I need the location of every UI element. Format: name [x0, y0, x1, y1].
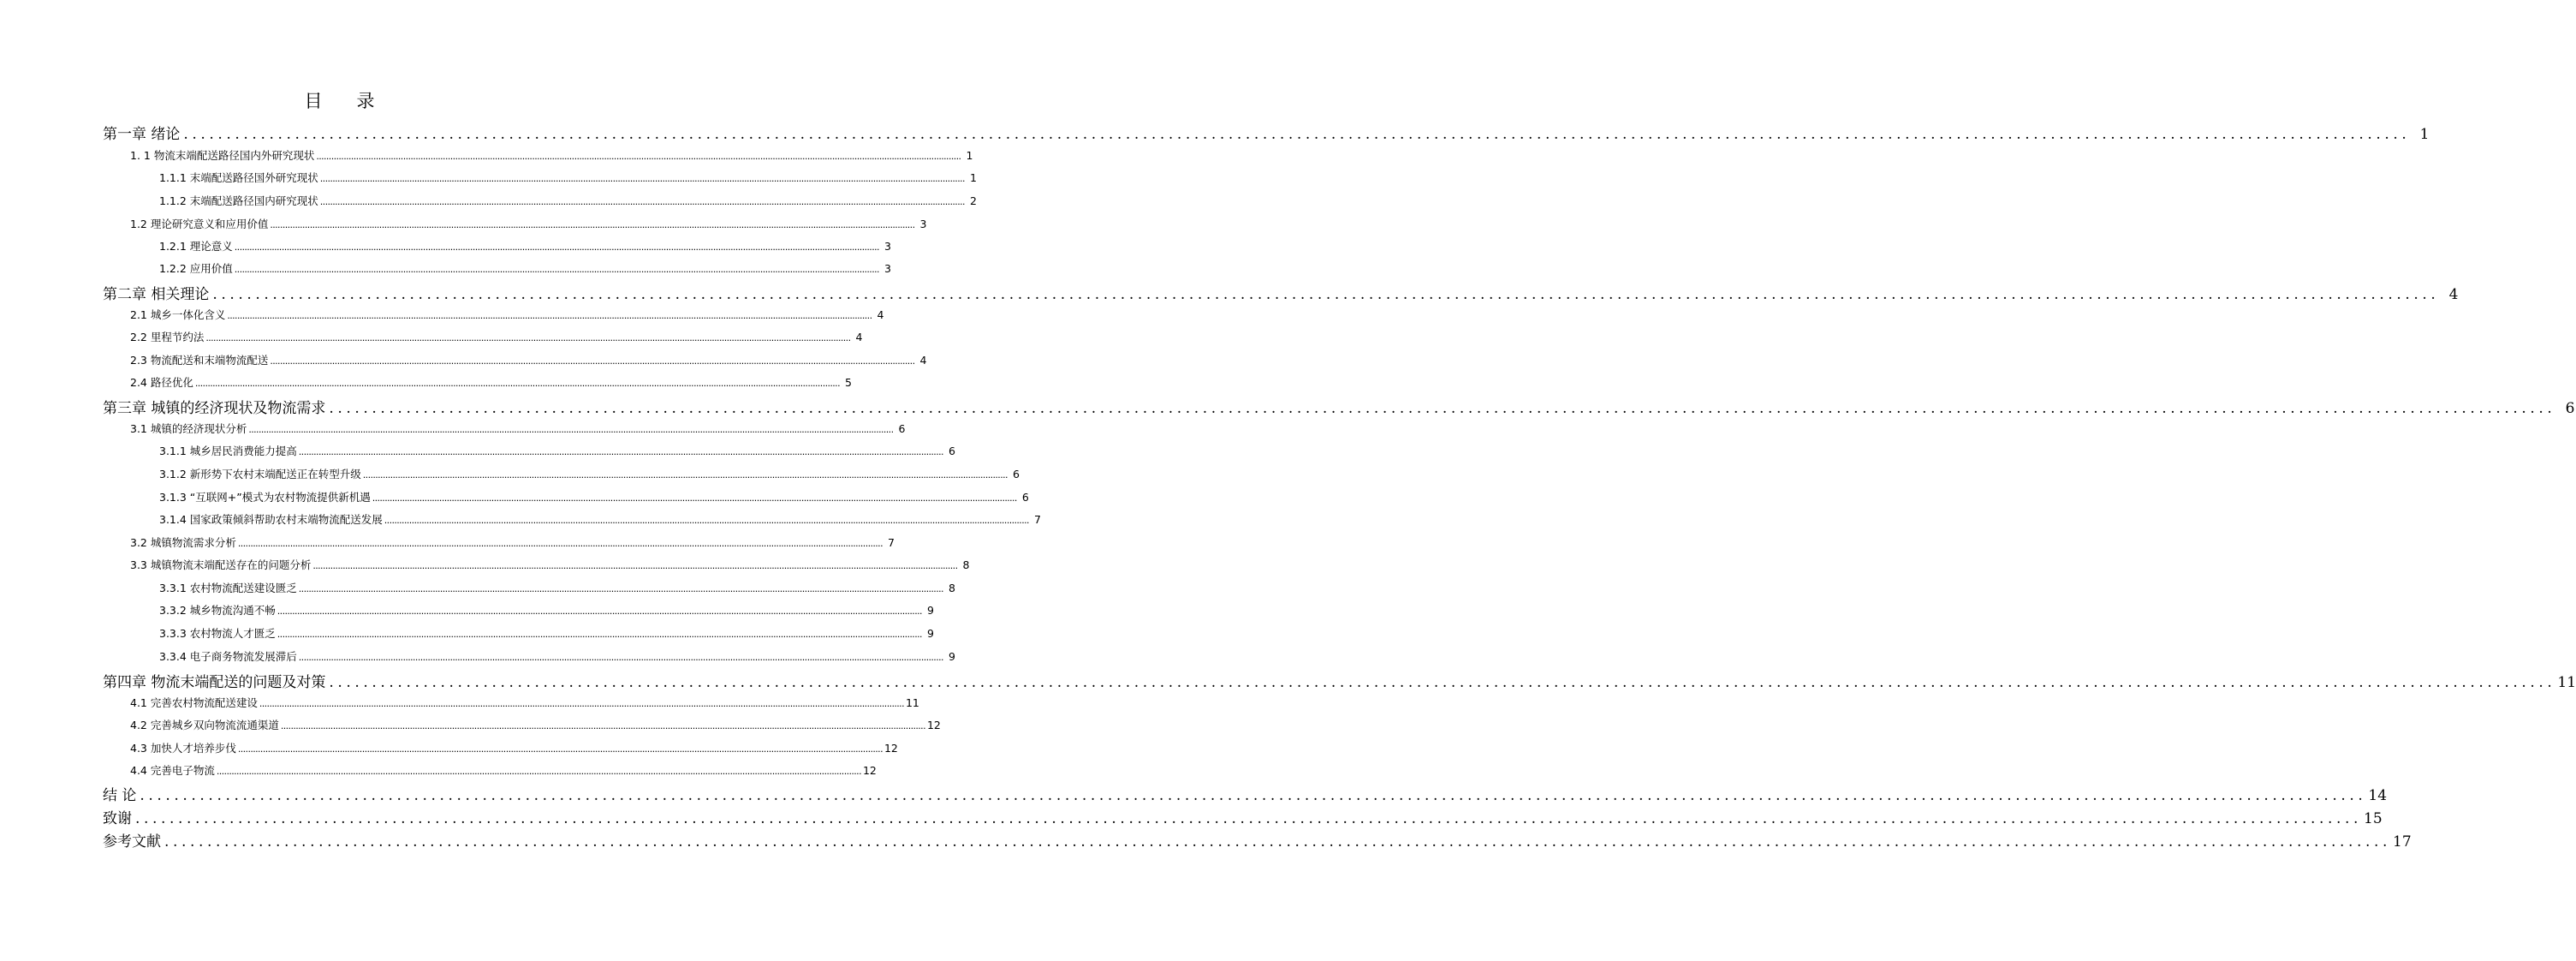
toc-entry-label: 4.4 完善电子物流: [130, 764, 215, 777]
toc-subsection-3-1-3[interactable]: [159, 489, 1029, 508]
toc-subsection-3-3-2[interactable]: [159, 602, 934, 621]
toc-subsection-3-3-1[interactable]: [159, 580, 955, 599]
toc-section-2-3[interactable]: [130, 352, 927, 371]
toc-page-number: 4: [2448, 286, 2459, 303]
toc-entry-label: 4.1 完善农村物流配送建设: [130, 696, 258, 709]
dot-leader: ....................................................................................................................................................................................................................................................................: [194, 378, 840, 389]
toc-section-3-2[interactable]: [130, 534, 895, 553]
toc-section-3-1[interactable]: [130, 421, 906, 439]
dot-leader: ....................................................................................................................................................................................................................................................................: [384, 515, 1029, 526]
toc-page-number: 6: [948, 445, 955, 457]
toc-page-number: 6: [2565, 400, 2575, 417]
toc-page-number: 12: [862, 764, 877, 777]
dot-leader: ....................................................................................................................................................................................................................................................................: [319, 196, 965, 207]
toc-page-number: 3: [919, 218, 927, 230]
toc-section-4-1[interactable]: [130, 695, 919, 713]
toc-conclusion[interactable]: [103, 783, 2388, 805]
toc-page-number: 4: [877, 308, 884, 321]
toc-chapter-1[interactable]: [103, 122, 2430, 144]
toc-page-number: 3: [883, 262, 891, 275]
dot-leader: ....................................................................................................................................................................................................................................................................: [135, 810, 2362, 827]
toc-page-number: 5: [845, 376, 852, 389]
toc-subsection-1-1-2[interactable]: [159, 193, 977, 212]
toc-page-number: 2: [969, 194, 977, 207]
toc-subsection-3-1-4[interactable]: [159, 511, 1041, 530]
toc-section-4-2[interactable]: [130, 717, 941, 736]
toc-subsection-3-3-4[interactable]: [159, 648, 955, 667]
toc-page-number: 6: [898, 422, 906, 435]
dot-leader: ....................................................................................................................................................................................................................................................................: [270, 355, 915, 367]
toc-entry-label: 2.3 物流配送和末端物流配送: [130, 354, 269, 367]
toc-page-number: 12: [926, 719, 941, 731]
dot-leader: ....................................................................................................................................................................................................................................................................: [316, 151, 961, 162]
toc-section-2-4[interactable]: [130, 374, 852, 393]
toc-entry-label: 3.3.4 电子商务物流发展滞后: [159, 650, 297, 663]
toc-entry-label: 1.1.2 末端配送路径国内研究现状: [159, 194, 318, 207]
toc-section-4-4[interactable]: [130, 762, 877, 781]
dot-leader: ....................................................................................................................................................................................................................................................................: [227, 310, 872, 321]
dot-leader: ....................................................................................................................................................................................................................................................................: [248, 424, 894, 435]
toc-entry-label: 3.3.2 城乡物流沟通不畅: [159, 604, 276, 617]
toc-entry-label: 参考文献: [103, 833, 161, 851]
dot-leader: ....................................................................................................................................................................................................................................................................: [277, 629, 922, 640]
toc-entry-label: 第二章 相关理论: [103, 286, 210, 303]
toc-subsection-1-1-1[interactable]: [159, 170, 977, 188]
dot-leader: ....................................................................................................................................................................................................................................................................: [183, 126, 2411, 143]
toc-page-number: 7: [1033, 513, 1041, 526]
toc-subsection-3-1-2[interactable]: [159, 466, 1020, 485]
toc-page-number: 11: [2557, 674, 2576, 691]
dot-leader: ....................................................................................................................................................................................................................................................................: [312, 560, 958, 571]
dot-leader: ....................................................................................................................................................................................................................................................................: [298, 446, 943, 457]
toc-entry-label: 3.1.1 城乡居民消费能力提高: [159, 445, 297, 457]
toc-entry-label: 1.1.1 末端配送路径国外研究现状: [159, 171, 318, 184]
toc-entry-label: 致谢: [103, 810, 132, 827]
toc-acknowledgements[interactable]: [103, 806, 2383, 828]
toc-page-number: 9: [926, 627, 934, 640]
dot-leader: ....................................................................................................................................................................................................................................................................: [329, 400, 2556, 417]
toc-entry-label: 4.2 完善城乡双向物流流通渠道: [130, 719, 279, 731]
dot-leader: ....................................................................................................................................................................................................................................................................: [212, 286, 2440, 303]
toc-page-number: 9: [948, 650, 955, 663]
toc-chapter-3[interactable]: [103, 396, 2575, 418]
toc-entry-label: 3.1.2 新形势下农村末端配送正在转型升级: [159, 468, 361, 480]
dot-leader: ....................................................................................................................................................................................................................................................................: [164, 833, 2391, 851]
dot-leader: ....................................................................................................................................................................................................................................................................: [362, 469, 1008, 480]
toc-entry-label: 3.1.3 “互联网+”模式为农村物流提供新机遇: [159, 491, 371, 504]
toc-page-number: 1: [2419, 126, 2430, 143]
dot-leader: ....................................................................................................................................................................................................................................................................: [319, 173, 965, 184]
toc-entry-label: 3.1.4 国家政策倾斜帮助农村末端物流配送发展: [159, 513, 383, 526]
toc-page-number: 11: [905, 696, 919, 709]
toc-section-1-1[interactable]: [130, 147, 973, 166]
toc-subsection-1-2-2[interactable]: [159, 260, 891, 279]
toc-page-number: 17: [2393, 833, 2412, 851]
toc-page-number: 4: [919, 354, 927, 367]
dot-leader: ....................................................................................................................................................................................................................................................................: [270, 219, 915, 230]
toc-page-number: 8: [948, 582, 955, 594]
toc-page-number: 8: [962, 558, 970, 571]
toc-entry-label: 第三章 城镇的经济现状及物流需求: [103, 400, 326, 417]
toc-entry-label: 3.3 城镇物流末端配送存在的问题分析: [130, 558, 312, 571]
toc-entry-label: 1.2.1 理论意义: [159, 240, 233, 253]
toc-section-3-3[interactable]: [130, 557, 970, 576]
toc-subsection-1-2-1[interactable]: [159, 238, 891, 257]
dot-leader: ....................................................................................................................................................................................................................................................................: [329, 674, 2556, 691]
toc-chapter-4[interactable]: [103, 670, 2576, 692]
toc-section-4-3[interactable]: [130, 740, 898, 759]
toc-entry-label: 2.1 城乡一体化含义: [130, 308, 226, 321]
dot-leader: ....................................................................................................................................................................................................................................................................: [216, 766, 861, 777]
toc-entry-label: 结 论: [103, 787, 137, 804]
toc-entry-label: 3.2 城镇物流需求分析: [130, 536, 236, 549]
toc-section-2-2[interactable]: [130, 329, 863, 348]
dot-leader: ....................................................................................................................................................................................................................................................................: [298, 652, 943, 663]
toc-entry-label: 3.3.1 农村物流配送建设匮乏: [159, 582, 297, 594]
dot-leader: ....................................................................................................................................................................................................................................................................: [298, 583, 943, 594]
toc-page-number: 1: [966, 149, 973, 162]
toc-entry-label: 1.2 理论研究意义和应用价值: [130, 218, 269, 230]
toc-page-number: 6: [1021, 491, 1029, 504]
dot-leader: ....................................................................................................................................................................................................................................................................: [277, 606, 922, 617]
toc-entry-label: 3.3.3 农村物流人才匮乏: [159, 627, 276, 640]
toc-entry-label: 3.1 城镇的经济现状分析: [130, 422, 247, 435]
dot-leader: ....................................................................................................................................................................................................................................................................: [234, 264, 879, 275]
toc-section-1-2[interactable]: [130, 216, 927, 235]
dot-leader: ....................................................................................................................................................................................................................................................................: [205, 332, 851, 343]
dot-leader: ....................................................................................................................................................................................................................................................................: [280, 720, 925, 731]
toc-references[interactable]: [103, 829, 2412, 851]
toc-entry-label: 2.2 里程节约法: [130, 331, 205, 343]
toc-page-number: 4: [855, 331, 863, 343]
dot-leader: ....................................................................................................................................................................................................................................................................: [259, 698, 904, 709]
toc-subsection-3-3-3[interactable]: [159, 625, 934, 644]
toc-entry-label: 第一章 绪论: [103, 126, 181, 143]
toc-page-number: 14: [2368, 787, 2388, 804]
dot-leader: ....................................................................................................................................................................................................................................................................: [234, 242, 879, 253]
toc-page-number: 12: [883, 742, 898, 755]
toc-title: 目 录: [304, 91, 375, 111]
toc-page-number: 15: [2364, 810, 2383, 827]
toc-entry-label: 2.4 路径优化: [130, 376, 193, 389]
toc-section-2-1[interactable]: [130, 307, 884, 325]
toc-subsection-3-1-1[interactable]: [159, 443, 955, 462]
dot-leader: ....................................................................................................................................................................................................................................................................: [140, 787, 2367, 804]
toc-page-number: 7: [888, 536, 895, 549]
toc-chapter-2[interactable]: [103, 282, 2459, 304]
dot-leader: ....................................................................................................................................................................................................................................................................: [372, 492, 1017, 504]
toc-entry-label: 第四章 物流末端配送的问题及对策: [103, 674, 326, 691]
toc-entry-label: 4.3 加快人才培养步伐: [130, 742, 236, 755]
toc-page-number: 9: [926, 604, 934, 617]
toc-entry-label: 1.2.2 应用价值: [159, 262, 233, 275]
toc-page-number: 6: [1012, 468, 1020, 480]
toc-page-number: 3: [883, 240, 891, 253]
dot-leader: ....................................................................................................................................................................................................................................................................: [237, 743, 883, 755]
toc-entry-label: 1. 1 物流末端配送路径国内外研究现状: [130, 149, 315, 162]
dot-leader: ....................................................................................................................................................................................................................................................................: [237, 538, 883, 549]
toc-page-number: 1: [969, 171, 977, 184]
